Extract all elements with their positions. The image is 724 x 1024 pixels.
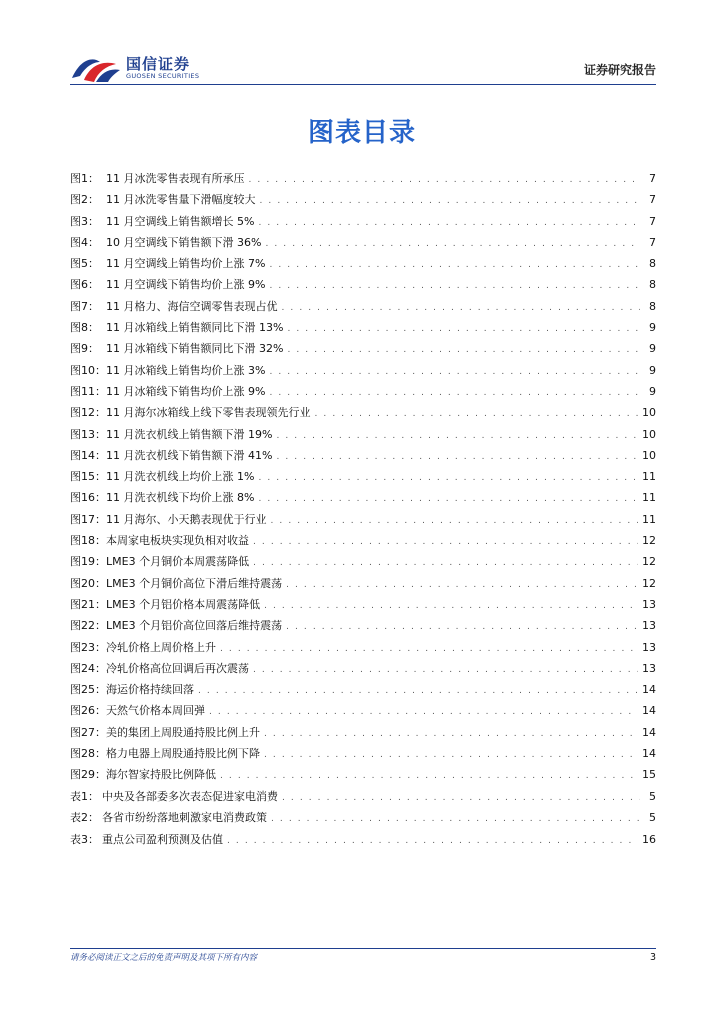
disclaimer-note: 请务必阅读正文之后的免责声明及其项下所有内容 bbox=[70, 953, 258, 963]
entry-page: 7 bbox=[649, 193, 656, 207]
entry-page: 12 bbox=[642, 534, 656, 548]
entry-number: 图11： bbox=[70, 384, 106, 398]
entry-page: 10 bbox=[642, 406, 656, 420]
toc-entry[interactable] bbox=[70, 722, 656, 743]
dot-leader bbox=[220, 766, 638, 787]
entry-number: 图3： bbox=[70, 214, 99, 228]
entry-page: 12 bbox=[642, 576, 656, 590]
entry-title: LME3 个月铝价格本周震荡降低 bbox=[106, 597, 261, 611]
toc-entry[interactable] bbox=[70, 764, 656, 785]
toc-entry[interactable] bbox=[70, 700, 656, 721]
entry-number: 表1： bbox=[70, 790, 99, 803]
entry-page: 11 bbox=[642, 512, 656, 526]
dot-leader bbox=[287, 319, 640, 340]
entry-page: 9 bbox=[649, 321, 656, 335]
entry-number: 图28： bbox=[70, 747, 106, 761]
dot-leader bbox=[220, 639, 638, 660]
entry-page: 13 bbox=[642, 640, 656, 654]
entry-page: 5 bbox=[649, 790, 656, 803]
toc-entry[interactable] bbox=[70, 381, 656, 402]
toc-entry[interactable] bbox=[70, 402, 656, 423]
entry-page: 9 bbox=[649, 384, 656, 398]
dot-leader bbox=[258, 489, 638, 510]
entry-page: 15 bbox=[642, 768, 656, 782]
entry-title: 11 月空调线上销售均价上涨 7% bbox=[106, 257, 266, 271]
entry-title: LME3 个月铜价本周震荡降低 bbox=[106, 555, 250, 569]
entry-number: 图2： bbox=[70, 193, 99, 207]
entry-page: 8 bbox=[649, 257, 656, 271]
toc-entry[interactable] bbox=[70, 424, 656, 445]
figure-list bbox=[70, 168, 656, 786]
entry-title: 11 月洗衣机线下均价上涨 8% bbox=[106, 491, 255, 505]
dot-leader bbox=[253, 660, 638, 681]
dot-leader bbox=[264, 596, 638, 617]
entry-number: 图4： bbox=[70, 235, 99, 249]
dot-leader bbox=[269, 276, 640, 297]
toc-entry[interactable] bbox=[70, 573, 656, 594]
entry-number: 图7： bbox=[70, 299, 99, 313]
entry-page: 7 bbox=[649, 235, 656, 249]
entry-title: 11 月洗衣机线下销售额下滑 41% bbox=[106, 448, 273, 462]
toc-entry[interactable] bbox=[70, 232, 656, 253]
page-number: 3 bbox=[649, 952, 656, 963]
dot-leader bbox=[271, 511, 639, 532]
toc-entry[interactable] bbox=[70, 658, 656, 679]
entry-title: 本周家电板块实现负相对收益 bbox=[106, 534, 249, 548]
toc-entry[interactable] bbox=[70, 211, 656, 232]
toc-entry[interactable] bbox=[70, 637, 656, 658]
dot-leader bbox=[271, 809, 640, 830]
entry-number: 图24： bbox=[70, 661, 106, 675]
toc-entry[interactable] bbox=[70, 530, 656, 551]
header-divider bbox=[70, 84, 656, 85]
entry-page: 13 bbox=[642, 619, 656, 633]
dot-leader bbox=[253, 532, 638, 553]
toc-entry[interactable] bbox=[70, 487, 656, 508]
entry-title: 10 月空调线下销售额下滑 36% bbox=[106, 235, 262, 249]
entry-title: 11 月海尔、小天鹅表现优于行业 bbox=[106, 512, 267, 526]
entry-title: 11 月洗衣机线上均价上涨 1% bbox=[106, 470, 255, 484]
toc-entry[interactable] bbox=[70, 509, 656, 530]
entry-title: 海运价格持续回落 bbox=[106, 683, 194, 697]
footer-divider bbox=[70, 948, 656, 949]
toc-entry[interactable] bbox=[70, 445, 656, 466]
dot-leader bbox=[265, 234, 640, 255]
dot-leader bbox=[287, 340, 640, 361]
dot-leader bbox=[286, 617, 638, 638]
toc-entry[interactable] bbox=[70, 360, 656, 381]
dot-leader bbox=[198, 681, 638, 702]
toc-entry[interactable] bbox=[70, 807, 656, 828]
entry-page: 16 bbox=[642, 832, 656, 846]
dot-leader bbox=[258, 468, 638, 489]
entry-title: 11 月冰箱线上销售额同比下滑 13% bbox=[106, 321, 284, 335]
entry-number: 图6： bbox=[70, 278, 99, 292]
entry-page: 13 bbox=[642, 597, 656, 611]
entry-title: LME3 个月铜价高位下滑后维持震荡 bbox=[106, 576, 283, 590]
toc-entry[interactable] bbox=[70, 786, 656, 807]
toc-entry[interactable] bbox=[70, 274, 656, 295]
dot-leader bbox=[269, 362, 640, 383]
entry-page: 8 bbox=[649, 278, 656, 292]
entry-number: 表3： bbox=[70, 832, 99, 846]
entry-number: 图25： bbox=[70, 683, 106, 697]
entry-title: 各省市纷纷落地刺激家电消费政策 bbox=[102, 811, 267, 825]
entry-title: 海尔智家持股比例降低 bbox=[106, 768, 216, 782]
entry-title: 11 月海尔冰箱线上线下零售表现领先行业 bbox=[106, 406, 311, 420]
entry-number: 图19： bbox=[70, 555, 106, 569]
entry-page: 11 bbox=[642, 470, 656, 484]
entry-title: LME3 个月铝价高位回落后维持震荡 bbox=[106, 619, 283, 633]
entry-page: 9 bbox=[649, 363, 656, 377]
entry-title: 美的集团上周股通持股比例上升 bbox=[106, 725, 260, 739]
guosen-logo-icon bbox=[70, 52, 122, 84]
toc-entry[interactable] bbox=[70, 189, 656, 210]
entry-title: 冷轧价格高位回调后再次震荡 bbox=[106, 661, 249, 675]
entry-page: 5 bbox=[649, 811, 656, 825]
entry-title: 中央及各部委多次表态促进家电消费 bbox=[102, 790, 278, 803]
entry-page: 14 bbox=[642, 725, 656, 739]
entry-number: 图9： bbox=[70, 342, 99, 356]
entry-number: 图17： bbox=[70, 512, 106, 526]
dot-leader bbox=[264, 724, 638, 745]
dot-leader bbox=[286, 575, 638, 596]
entry-title: 11 月冰箱线上销售均价上涨 3% bbox=[106, 363, 266, 377]
entry-title: 天然气价格本周回弹 bbox=[106, 704, 205, 718]
dot-leader bbox=[269, 383, 640, 404]
toc-entry[interactable] bbox=[70, 466, 656, 487]
entry-title: 格力电器上周股通持股比例下降 bbox=[106, 747, 260, 761]
dot-leader bbox=[276, 426, 638, 447]
entry-title: 11 月洗衣机线上销售额下滑 19% bbox=[106, 427, 273, 441]
entry-number: 图22： bbox=[70, 619, 106, 633]
entry-page: 14 bbox=[642, 704, 656, 718]
entry-page: 9 bbox=[649, 342, 656, 356]
entry-page: 11 bbox=[642, 491, 656, 505]
company-logo bbox=[70, 50, 210, 86]
entry-page: 7 bbox=[649, 172, 656, 185]
entry-title: 11 月冰箱线下销售均价上涨 9% bbox=[106, 384, 266, 398]
dot-leader bbox=[315, 404, 639, 425]
entry-page: 14 bbox=[642, 747, 656, 761]
logo-chinese-name: 国信证券 bbox=[126, 55, 191, 73]
toc-entry[interactable] bbox=[70, 296, 656, 317]
dot-leader bbox=[276, 447, 638, 468]
page-header bbox=[70, 50, 656, 90]
toc-entry[interactable] bbox=[70, 743, 656, 764]
entry-title: 冷轧价格上周价格上升 bbox=[106, 640, 216, 654]
entry-number: 图1： bbox=[70, 172, 99, 185]
toc-entry[interactable] bbox=[70, 679, 656, 700]
entry-number: 表2： bbox=[70, 811, 99, 825]
dot-leader bbox=[260, 191, 641, 212]
dot-leader bbox=[269, 255, 640, 276]
entry-page: 10 bbox=[642, 427, 656, 441]
entry-number: 图27： bbox=[70, 725, 106, 739]
entry-number: 图8： bbox=[70, 321, 99, 335]
entry-title: 11 月冰洗零售量下滑幅度较大 bbox=[106, 193, 256, 207]
toc-entry[interactable] bbox=[70, 168, 656, 189]
report-type-label: 证券研究报告 bbox=[583, 63, 656, 77]
entry-number: 图10： bbox=[70, 363, 106, 377]
entry-page: 12 bbox=[642, 555, 656, 569]
toc-entry[interactable] bbox=[70, 317, 656, 338]
dot-leader bbox=[282, 298, 641, 319]
entry-number: 图16： bbox=[70, 491, 106, 505]
entry-title: 11 月格力、海信空调零售表现占优 bbox=[106, 299, 278, 313]
entry-number: 图29： bbox=[70, 768, 106, 782]
entry-number: 图15： bbox=[70, 470, 106, 484]
entry-page: 14 bbox=[642, 683, 656, 697]
entry-number: 图14： bbox=[70, 448, 106, 462]
page-title: 图表目录 bbox=[307, 118, 416, 148]
toc-entry[interactable] bbox=[70, 338, 656, 359]
entry-number: 图20： bbox=[70, 576, 106, 590]
toc-entry[interactable] bbox=[70, 594, 656, 615]
dot-leader bbox=[209, 702, 638, 723]
toc-entry[interactable] bbox=[70, 615, 656, 636]
entry-page: 7 bbox=[649, 214, 656, 228]
dot-leader bbox=[258, 213, 640, 234]
entry-page: 10 bbox=[642, 448, 656, 462]
dot-leader bbox=[227, 831, 638, 852]
entry-title: 11 月空调线上销售额增长 5% bbox=[106, 214, 255, 228]
logo-english-name: GUOSEN SECURITIES bbox=[126, 72, 200, 80]
toc-entry[interactable] bbox=[70, 253, 656, 274]
entry-number: 图12： bbox=[70, 406, 106, 420]
dot-leader bbox=[249, 170, 641, 191]
entry-title: 11 月冰洗零售表现有所承压 bbox=[106, 172, 245, 185]
entry-number: 图26： bbox=[70, 704, 106, 718]
dot-leader bbox=[282, 788, 640, 809]
entry-number: 图13： bbox=[70, 427, 106, 441]
entry-number: 图23： bbox=[70, 640, 106, 654]
toc-entry[interactable] bbox=[70, 551, 656, 572]
entry-title: 11 月冰箱线下销售额同比下滑 32% bbox=[106, 342, 284, 356]
toc-entry[interactable] bbox=[70, 829, 656, 850]
entry-number: 图21： bbox=[70, 597, 106, 611]
entry-number: 图18： bbox=[70, 534, 106, 548]
entry-title: 11 月空调线下销售均价上涨 9% bbox=[106, 278, 266, 292]
table-list bbox=[70, 786, 656, 850]
entry-page: 13 bbox=[642, 661, 656, 675]
entry-number: 图5： bbox=[70, 257, 99, 271]
entry-title: 重点公司盈利预测及估值 bbox=[102, 832, 223, 846]
dot-leader bbox=[264, 745, 638, 766]
dot-leader bbox=[253, 553, 638, 574]
entry-page: 8 bbox=[649, 299, 656, 313]
